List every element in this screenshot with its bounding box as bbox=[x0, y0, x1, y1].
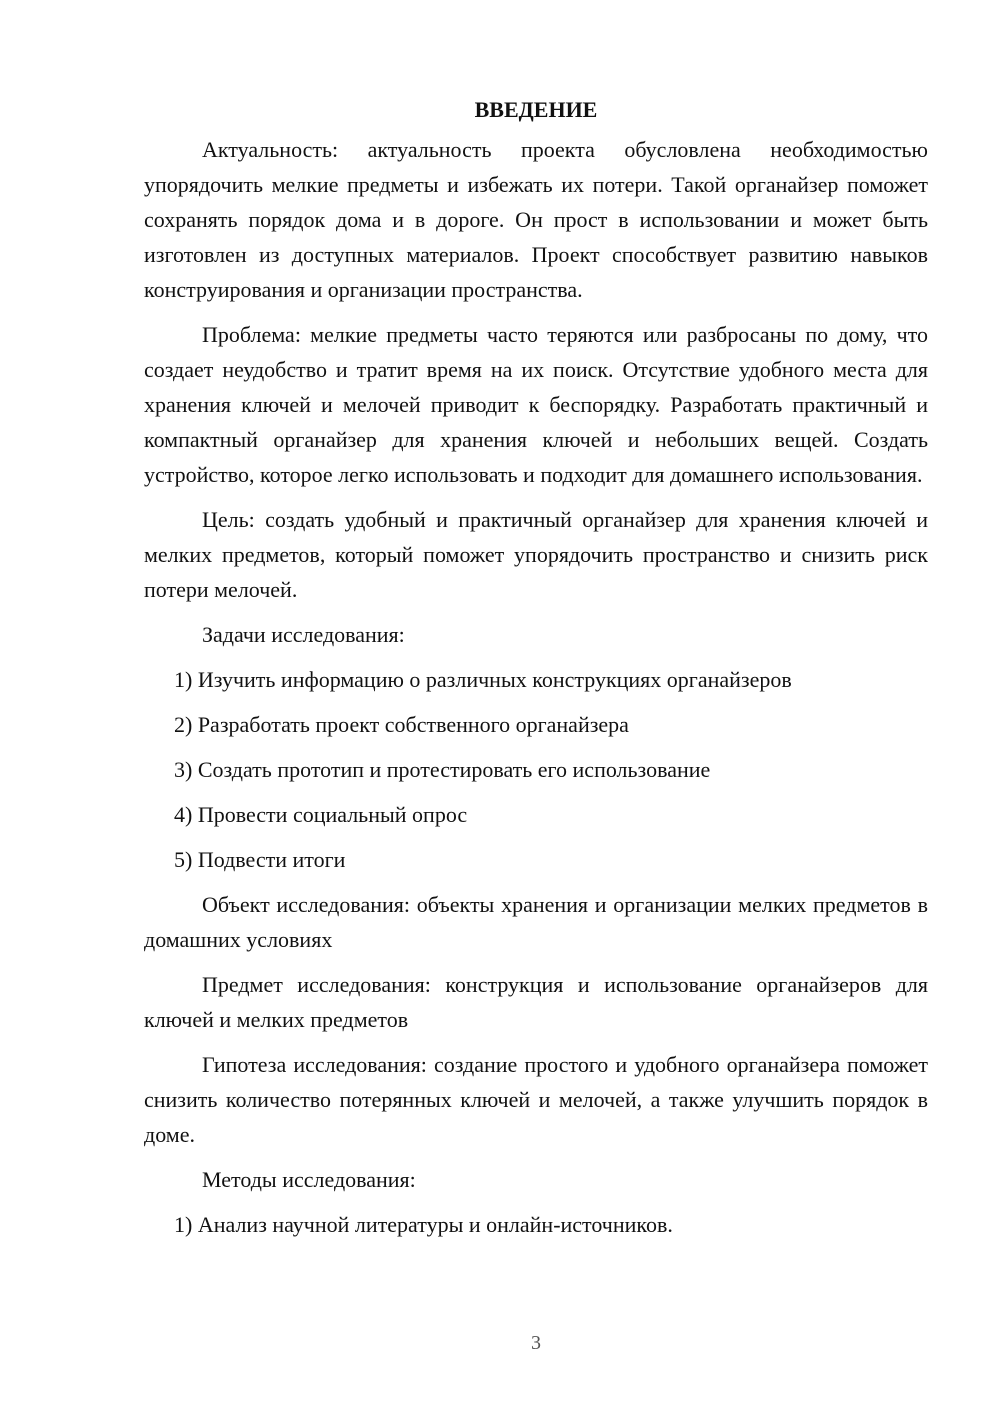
problem-paragraph: Проблема: мелкие предметы часто теряются или разбросаны по дому, что создает неудобство и тратит время на их поиск. Отсутствие удобного места для хранения ключей и мелочей приводит к беспорядку. Разработать практичный и компактный органайзер для хранения ключей и небольших вещей. Создать устройство, которое легко использовать и подходит для домашнего использования. bbox=[144, 322, 928, 487]
hypothesis-paragraph: Гипотеза исследования: создание простого и удобного органайзера поможет снизить количество потерянных ключей и мелочей, а также улучшить порядок в доме. bbox=[144, 1052, 928, 1147]
task-item-1: 1) Изучить информацию о различных конструкциях органайзеров bbox=[174, 667, 792, 692]
page-number: 3 bbox=[531, 1332, 541, 1354]
subject-paragraph: Предмет исследования: конструкция и использование органайзеров для ключей и мелких предметов bbox=[144, 972, 928, 1032]
tasks-heading: Задачи исследования: bbox=[202, 622, 405, 647]
methods-list bbox=[144, 1207, 928, 1242]
method-item-1: 1) Анализ научной литературы и онлайн-источников. bbox=[174, 1212, 673, 1237]
task-item-4: 4) Провести социальный опрос bbox=[174, 802, 468, 827]
methods-heading: Методы исследования: bbox=[202, 1167, 416, 1192]
page-title: ВВЕДЕНИЕ bbox=[474, 97, 598, 122]
object-paragraph: Объект исследования: объекты хранения и организации мелких предметов в домашних условиях bbox=[144, 892, 928, 952]
goal-paragraph: Цель: создать удобный и практичный органайзер для хранения ключей и мелких предметов, который поможет упорядочить пространство и снизить риск потери мелочей. bbox=[144, 507, 928, 602]
task-item-2: 2) Разработать проект собственного органайзера bbox=[174, 712, 629, 737]
task-item-3: 3) Создать прототип и протестировать его использование bbox=[174, 757, 711, 782]
task-item-5: 5) Подвести итоги bbox=[174, 847, 346, 872]
relevance-paragraph: Актуальность: актуальность проекта обусловлена необходимостью упорядочить мелкие предметы и избежать их потери. Такой органайзер поможет сохранять порядок дома и в дороге. Он прост в использовании и может быть изготовлен из доступных материалов. Проект способствует развитию навыков конструирования и организации пространства. bbox=[144, 137, 928, 302]
tasks-list bbox=[144, 662, 928, 877]
page-content bbox=[144, 92, 928, 1252]
